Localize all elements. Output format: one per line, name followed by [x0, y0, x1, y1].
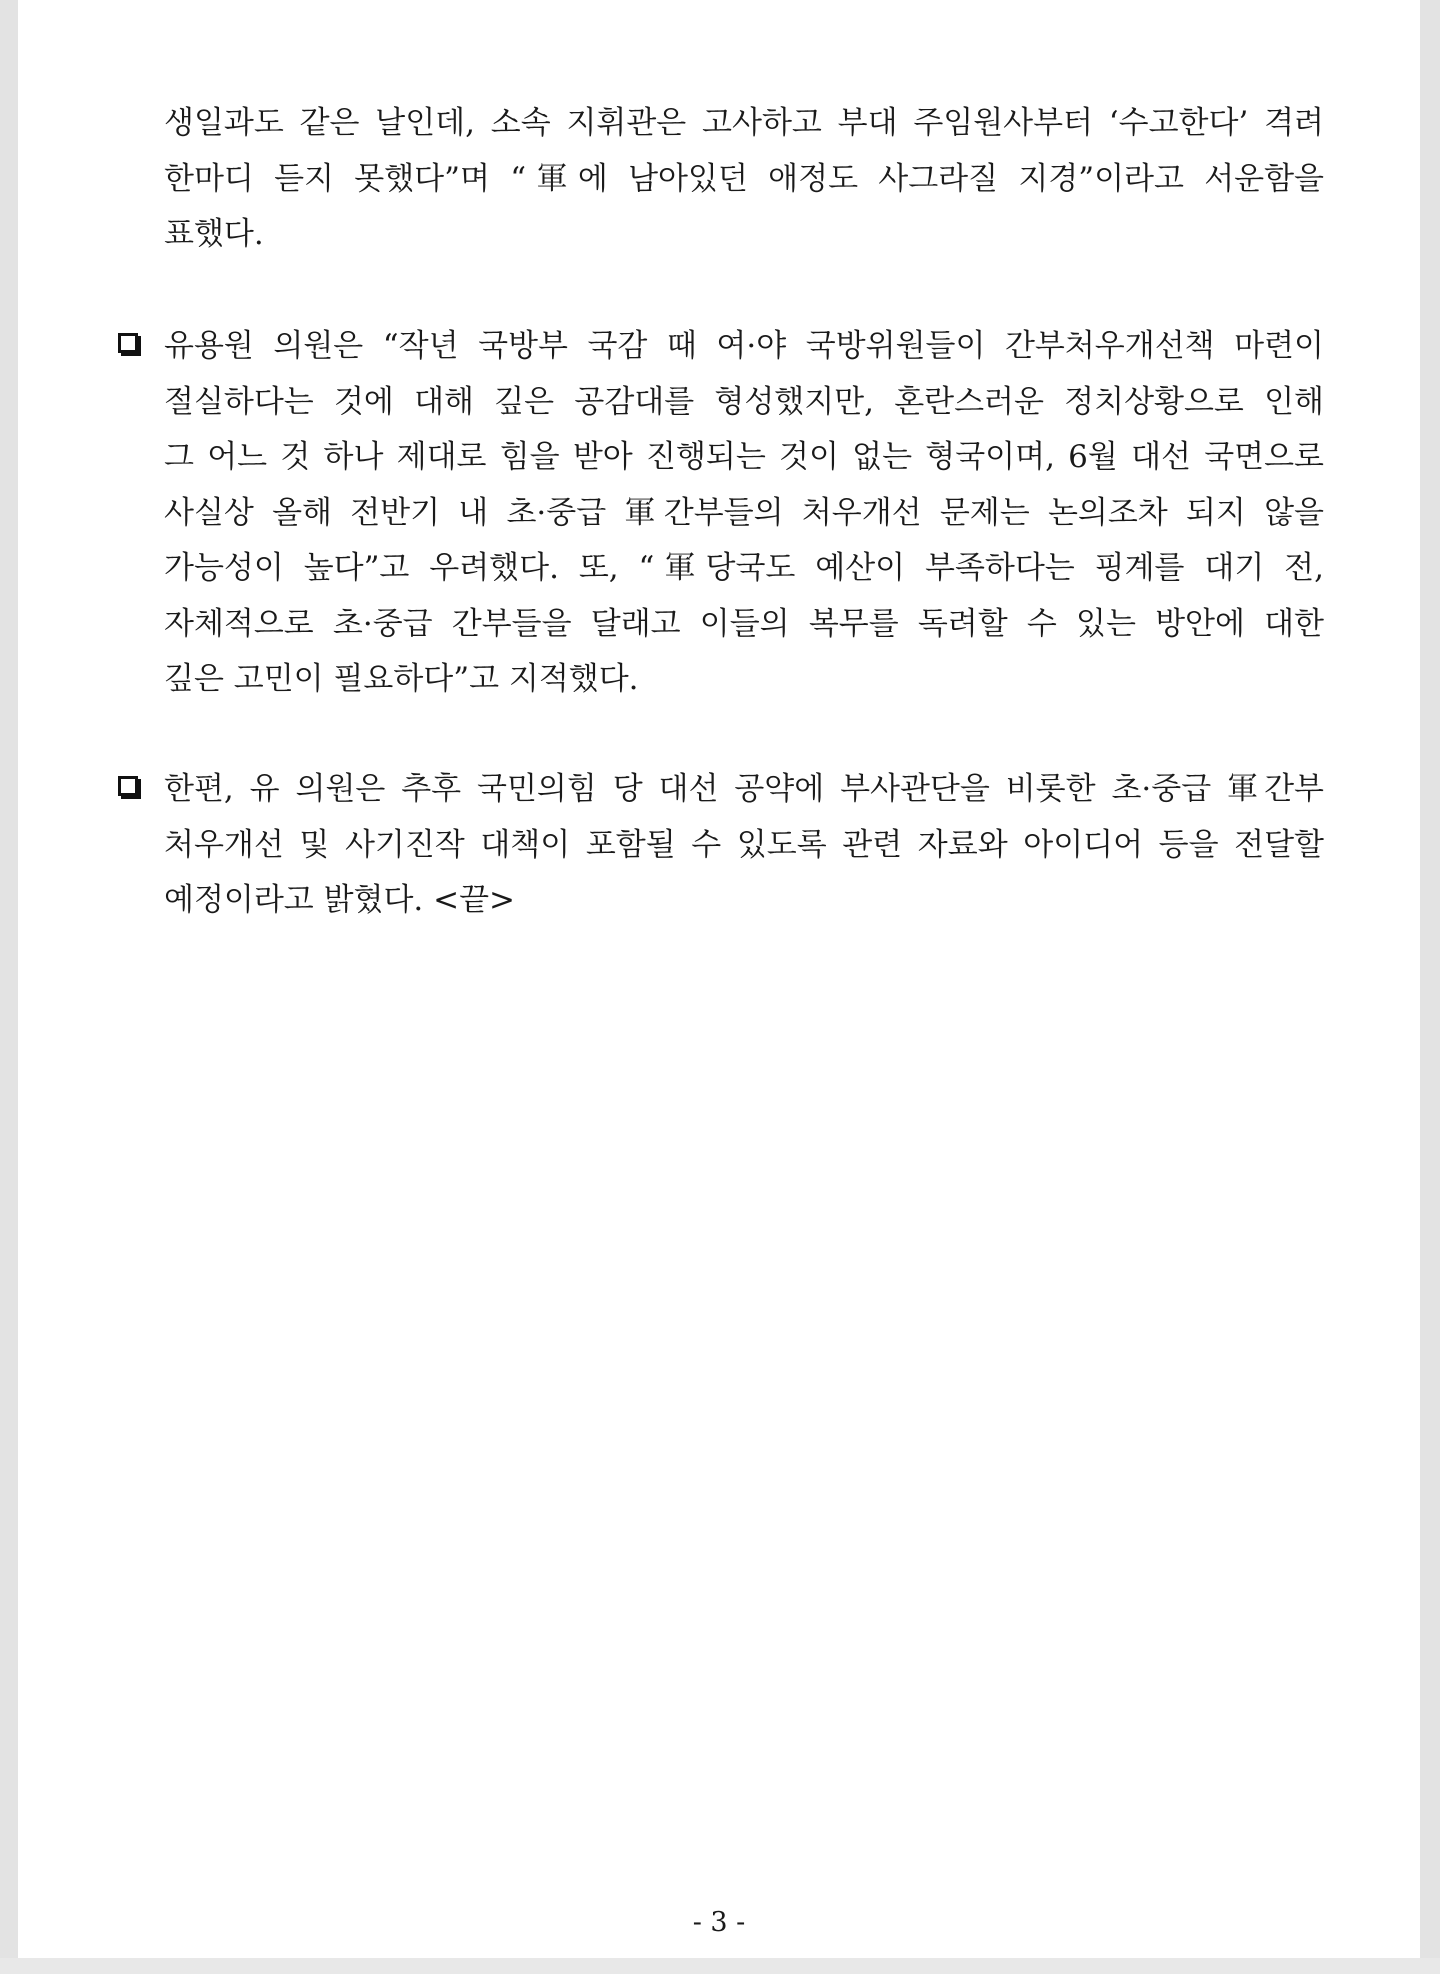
- text-line: 처우개선 및 사기진작 대책이 포함될 수 있도록 관련 자료와 아이디어 등을 전달할: [164, 826, 1324, 863]
- text-line: 자체적으로 초·중급 간부들을 달래고 이들의 복무를 독려할 수 있는 방안에 대한: [164, 605, 1324, 642]
- page-bottom-edge: [0, 1958, 1440, 1974]
- text-line: 생일과도 같은 날인데, 소속 지휘관은 고사하고 부대 주임원사부터 ‘수고한다’ 격려: [164, 105, 1324, 141]
- text-line: 사실상 올해 전반기 내 초·중급 軍간부들의 처우개선 문제는 논의조차 되지 않을: [164, 494, 1324, 531]
- text-line: 한마디 듣지 못했다”며 “軍에 남아있던 애정도 사그라질 지경”이라고 서운함을: [164, 160, 1324, 197]
- document-page: [18, 0, 1420, 1958]
- text-line: 그 어느 것 하나 제대로 힘을 받아 진행되는 것이 없는 형국이며, 6월 대선 국면으로: [164, 439, 1324, 475]
- text-line: 깊은 고민이 필요하다”고 지적했다.: [164, 661, 639, 697]
- text-line: 예정이라고 밝혔다. <끝>: [164, 882, 516, 918]
- text-line: 유용원 의원은 “작년 국방부 국감 때 여·야 국방위원들이 간부처우개선책 마련이: [164, 328, 1324, 364]
- checkbox-bullet-icon: [118, 776, 138, 796]
- checkbox-bullet-icon: [118, 333, 138, 353]
- paragraph-text: [164, 762, 1324, 929]
- text-line: 한편, 유 의원은 추후 국민의힘 당 대선 공약에 부사관단을 비롯한 초·중급 軍간부: [164, 771, 1324, 807]
- paragraph-text: [164, 319, 1324, 708]
- page-number: - 3 -: [692, 1907, 746, 1938]
- text-line: 표했다.: [164, 216, 264, 252]
- text-line: 절실하다는 것에 대해 깊은 공감대를 형성했지만, 혼란스러운 정치상황으로 인해: [164, 383, 1324, 420]
- text-line: 가능성이 높다”고 우려했다. 또, “軍당국도 예산이 부족하다는 핑계를 대기 전,: [164, 550, 1324, 586]
- paragraph-text: [164, 96, 1324, 263]
